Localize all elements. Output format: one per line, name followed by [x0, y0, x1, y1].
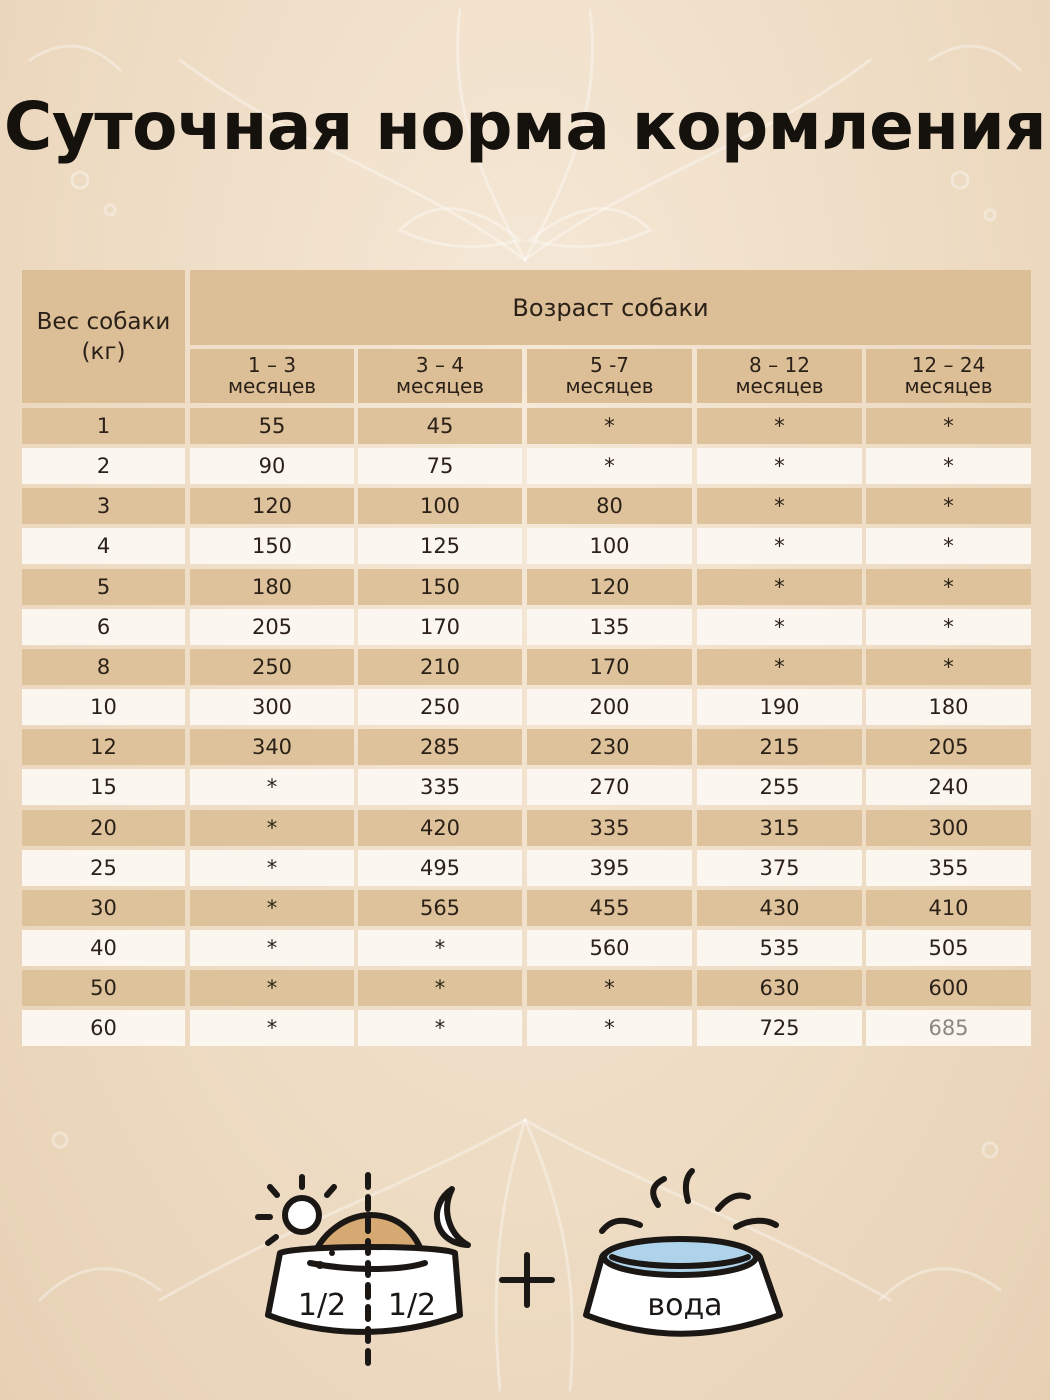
weight-cell: 3 [22, 488, 185, 524]
portion-cell: 335 [358, 769, 522, 805]
portion-cell: * [866, 488, 1031, 524]
portion-cell: 170 [358, 609, 522, 645]
portion-cell: 80 [527, 488, 692, 524]
portion-cell: * [697, 488, 862, 524]
portion-cell: 230 [527, 729, 692, 765]
portion-cell: * [866, 448, 1031, 484]
age-column-header [697, 349, 862, 403]
age-range: 8 – 12 [749, 353, 810, 377]
portion-cell: 55 [190, 408, 354, 444]
age-range: 12 – 24 [911, 353, 986, 377]
portion-cell: 430 [697, 890, 862, 926]
portion-cell: 375 [697, 850, 862, 886]
portion-cell: * [527, 408, 692, 444]
portion-cell: 150 [358, 569, 522, 605]
weight-cell: 4 [22, 528, 185, 564]
portion-cell: 495 [358, 850, 522, 886]
portion-cell: 210 [358, 649, 522, 685]
plus-icon [502, 1255, 552, 1305]
portion-cell: * [866, 408, 1031, 444]
portion-cell: 600 [866, 970, 1031, 1006]
portion-cell: 205 [190, 609, 354, 645]
age-range: 1 – 3 [247, 353, 297, 377]
age-unit: месяцев [227, 374, 317, 398]
age-unit: месяцев [735, 374, 824, 398]
weight-cell: 60 [22, 1010, 185, 1046]
portion-cell: 250 [358, 689, 522, 725]
portion-cell: * [697, 569, 862, 605]
weight-header-line1: Вес собаки [36, 308, 171, 335]
portion-cell: 100 [358, 488, 522, 524]
age-header-cell [190, 270, 1031, 345]
portion-cell: 215 [697, 729, 862, 765]
portion-cell: * [190, 970, 354, 1006]
weight-cell: 8 [22, 649, 185, 685]
portion-cell: * [697, 609, 862, 645]
age-unit: месяцев [565, 374, 654, 398]
age-range: 5 -7 [589, 353, 630, 377]
portion-cell: * [697, 408, 862, 444]
portion-cell: * [697, 448, 862, 484]
portion-cell: 100 [527, 528, 692, 564]
portion-cell: 180 [190, 569, 354, 605]
weight-cell: 12 [22, 729, 185, 765]
portion-cell: 90 [190, 448, 354, 484]
portion-cell: 300 [190, 689, 354, 725]
portion-cell: 180 [866, 689, 1031, 725]
portion-cell: * [866, 528, 1031, 564]
weight-cell: 5 [22, 569, 185, 605]
feeding-illustration [240, 1165, 810, 1370]
weight-cell: 30 [22, 890, 185, 926]
portion-cell: * [190, 850, 354, 886]
portion-cell: 315 [697, 810, 862, 846]
water-label: вода [647, 1288, 723, 1323]
portion-cell: 395 [527, 850, 692, 886]
weight-header-cell [22, 270, 185, 403]
age-range: 3 – 4 [415, 353, 465, 377]
portion-cell: * [358, 1010, 522, 1046]
age-unit: месяцев [904, 374, 993, 398]
weight-cell: 40 [22, 930, 185, 966]
age-header-label: Возраст собаки [512, 293, 709, 322]
weight-cell: 50 [22, 970, 185, 1006]
weight-cell: 25 [22, 850, 185, 886]
portion-cell: * [190, 810, 354, 846]
portion-cell: 150 [190, 528, 354, 564]
portion-cell: 725 [697, 1010, 862, 1046]
portion-cell: 205 [866, 729, 1031, 765]
portion-cell: * [358, 970, 522, 1006]
portion-cell: 255 [697, 769, 862, 805]
age-column-header [527, 349, 692, 403]
age-column-header [358, 349, 522, 403]
portion-cell: 240 [866, 769, 1031, 805]
portion-cell: * [190, 1010, 354, 1046]
portion-cell: 455 [527, 890, 692, 926]
portion-cell: 565 [358, 890, 522, 926]
portion-cell: 630 [697, 970, 862, 1006]
portion-cell: * [527, 448, 692, 484]
portion-cell: * [190, 769, 354, 805]
portion-cell: 410 [866, 890, 1031, 926]
page-title: Суточная норма кормления [3, 88, 1047, 165]
weight-cell: 10 [22, 689, 185, 725]
portion-cell: 685 [866, 1010, 1031, 1046]
weight-cell: 15 [22, 769, 185, 805]
portion-cell: * [190, 930, 354, 966]
portion-cell: 335 [527, 810, 692, 846]
age-unit: месяцев [395, 374, 485, 398]
portion-cell: 535 [697, 930, 862, 966]
sun-icon [258, 1177, 334, 1243]
weight-cell: 1 [22, 408, 185, 444]
portion-cell: 505 [866, 930, 1031, 966]
portion-cell: 120 [190, 488, 354, 524]
portion-cell: * [866, 609, 1031, 645]
portion-cell: * [527, 1010, 692, 1046]
portion-cell: * [190, 890, 354, 926]
portion-cell: 75 [358, 448, 522, 484]
half-right-label: 1/2 [387, 1288, 437, 1323]
portion-cell: * [866, 569, 1031, 605]
portion-cell: 200 [527, 689, 692, 725]
portion-cell: * [866, 649, 1031, 685]
portion-cell: 560 [527, 930, 692, 966]
portion-cell: 285 [358, 729, 522, 765]
weight-cell: 6 [22, 609, 185, 645]
portion-cell: 125 [358, 528, 522, 564]
weight-cell: 20 [22, 810, 185, 846]
portion-cell: 355 [866, 850, 1031, 886]
portion-cell: 340 [190, 729, 354, 765]
portion-cell: 250 [190, 649, 354, 685]
portion-cell: * [697, 649, 862, 685]
moon-icon [437, 1189, 468, 1245]
portion-cell: 135 [527, 609, 692, 645]
portion-cell: 190 [697, 689, 862, 725]
portion-cell: 120 [527, 569, 692, 605]
half-left-label: 1/2 [297, 1288, 347, 1323]
age-column-header [866, 349, 1031, 403]
portion-cell: 300 [866, 810, 1031, 846]
portion-cell: * [358, 930, 522, 966]
portion-cell: * [527, 970, 692, 1006]
weight-header-line2: (кг) [81, 338, 126, 365]
portion-cell: 170 [527, 649, 692, 685]
weight-cell: 2 [22, 448, 185, 484]
portion-cell: * [697, 528, 862, 564]
portion-cell: 420 [358, 810, 522, 846]
age-column-header [190, 349, 354, 403]
portion-cell: 270 [527, 769, 692, 805]
portion-cell: 45 [358, 408, 522, 444]
